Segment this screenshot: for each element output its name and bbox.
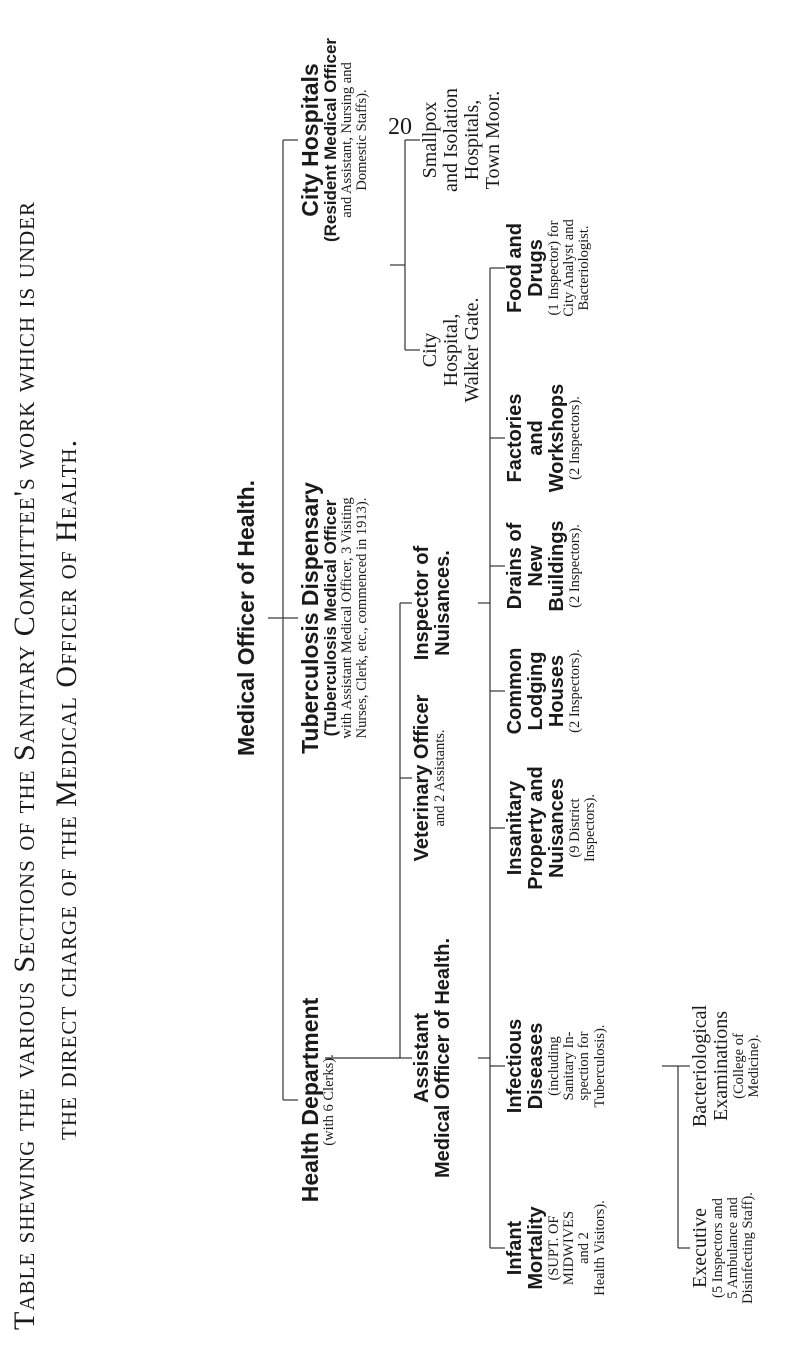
page-number: 20 <box>388 114 412 140</box>
infant-mortality-h1: Infant <box>504 1220 526 1276</box>
infectious-s2: Sanitary In- <box>561 1031 578 1101</box>
city-hospitals-heading: City Hospitals <box>297 63 323 217</box>
tuberculosis-sub-1: (Tuberculosis Medical Officer <box>321 499 341 737</box>
smallpox-line-4: Town Moor. <box>482 90 504 190</box>
city-hospital-line-2: Hospital, <box>440 313 462 387</box>
executive-line-1: Executive <box>689 1208 711 1288</box>
veterinary-officer <box>412 668 448 888</box>
section-food-and-drugs <box>505 188 593 348</box>
city-hospitals-sub-2: and Assistant, Nursing and <box>338 62 355 218</box>
food-drugs-s3: Bacteriologist. <box>576 225 593 311</box>
food-drugs-s2: City Analyst and <box>561 219 578 317</box>
bacteriological-examinations <box>690 981 762 1151</box>
tuberculosis-heading: Tuberculosis Dispensary <box>297 482 323 754</box>
city-hospitals-sub-1: (Resident Medical Officer <box>321 37 341 243</box>
smallpox-isolation-hospitals <box>420 50 504 230</box>
root-heading: Medical Officer of Health. <box>233 479 259 757</box>
chart-title-line-2: the direct charge of the Medical Officer of Health. <box>50 438 83 1140</box>
executive-s3: Disinfecting Staff). <box>740 1192 757 1304</box>
section-common-lodging-houses <box>505 631 583 751</box>
insanitary-h1: Insanitary <box>504 780 526 876</box>
inspector-line-1: Inspector of <box>411 545 433 661</box>
drains-s1: (2 Inspectors). <box>567 524 583 608</box>
infant-mortality-s4: Health Visitors). <box>591 1200 608 1296</box>
insanitary-s1: (9 District <box>567 798 583 858</box>
food-drugs-s1: (1 Inspector) for <box>546 220 562 316</box>
assistant-moh-line-1: Assistant <box>411 1012 433 1104</box>
executive-s1: (5 Inspectors and <box>710 1198 726 1298</box>
assistant-medical-officer <box>412 918 454 1198</box>
inspector-line-2: Nuisances. <box>432 550 454 656</box>
medical-officer-of-health <box>234 468 258 768</box>
insanitary-h2: Property and <box>525 766 547 890</box>
inspector-of-nuisances <box>412 513 454 693</box>
bacteriological-s2: Medicine). <box>746 1034 763 1098</box>
infant-mortality-s1: (SUPT. OF <box>546 1215 562 1281</box>
infectious-h2: Diseases <box>525 1022 547 1110</box>
veterinary-assistants: and 2 Assistants. <box>432 729 448 827</box>
bacteriological-line-1: Bacteriological <box>689 1004 711 1128</box>
chart-title-line-1: Table shewing the various Sections of the Sanitary Committee's work which is under <box>8 201 41 1330</box>
infectious-s1: (including <box>546 1036 562 1096</box>
veterinary-heading: Veterinary Officer <box>411 694 433 862</box>
tuberculosis-dispensary <box>298 438 370 798</box>
infectious-s4: Tuberculosis). <box>591 1024 608 1108</box>
infectious-s3: spection for <box>576 1031 593 1101</box>
infectious-h1: Infectious <box>504 1018 526 1114</box>
health-department-clerks: (with 6 Clerks). <box>321 1054 338 1146</box>
insanitary-s2: Inspectors). <box>582 793 599 863</box>
common-lodging-h1: Common <box>504 647 526 735</box>
factories-h2: and <box>525 420 547 456</box>
factories-h3: Workshops <box>546 383 568 493</box>
drains-h2: New <box>525 545 547 587</box>
common-lodging-h3: Houses <box>546 654 568 728</box>
factories-h1: Factories <box>504 393 526 483</box>
factories-s1: (2 Inspectors). <box>567 396 583 480</box>
infant-mortality-s3: and 2 <box>576 1232 593 1264</box>
insanitary-h3: Nuisances <box>546 777 568 879</box>
city-hospital-line-3: Walker Gate. <box>461 297 483 403</box>
executive-s2: 5 Ambulance and <box>725 1197 742 1299</box>
food-drugs-h2: Drugs <box>525 239 547 297</box>
assistant-moh-line-2: Medical Officer of Health. <box>432 937 454 1179</box>
smallpox-line-3: Hospitals, <box>461 99 483 181</box>
health-department <box>298 950 337 1250</box>
section-infant-mortality <box>505 1178 608 1318</box>
bacteriological-s1: (College of <box>731 1033 747 1099</box>
bacteriological-line-2: Examinations <box>710 1011 732 1121</box>
common-lodging-s1: (2 Inspectors). <box>567 649 583 733</box>
section-infectious-diseases <box>505 996 608 1136</box>
smallpox-line-2: and Isolation <box>440 88 462 192</box>
section-factories-workshops <box>505 373 583 503</box>
health-department-heading: Health Department <box>297 997 323 1203</box>
tuberculosis-sub-2: with Assistant Medical Officer, 3 Visiting <box>338 497 355 739</box>
tuberculosis-sub-3: Nurses, Clerk, etc., commenced in 1913). <box>354 497 371 739</box>
food-drugs-h1: Food and <box>504 223 526 313</box>
infant-mortality-s2: MIDWIVES <box>561 1210 578 1286</box>
common-lodging-h2: Lodging <box>525 651 547 731</box>
smallpox-line-1: Smallpox <box>419 101 441 179</box>
drains-h1: Drains of <box>504 522 526 610</box>
city-hospital-walker-gate <box>420 270 483 430</box>
executive-section <box>690 1158 757 1338</box>
city-hospitals-sub-3: Domestic Staffs). <box>354 89 371 191</box>
city-hospitals <box>298 5 370 275</box>
infant-mortality-h2: Mortality <box>525 1206 547 1290</box>
section-insanitary-property <box>505 743 598 913</box>
section-drains-new-buildings <box>505 506 583 626</box>
drains-h3: Buildings <box>546 520 568 612</box>
city-hospital-line-1: City <box>419 332 441 368</box>
